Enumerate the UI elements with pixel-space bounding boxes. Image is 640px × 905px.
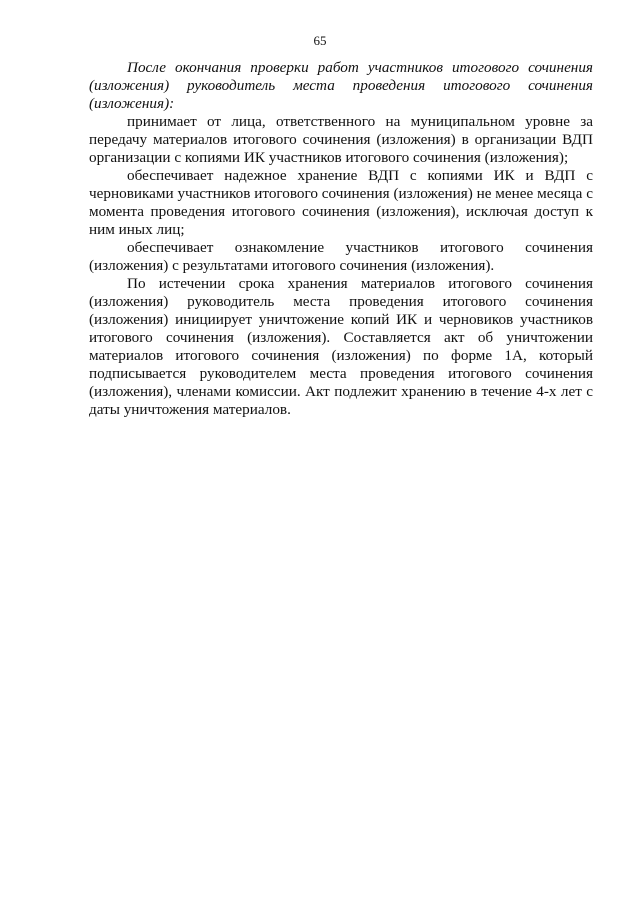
closing-paragraph: По истечении срока хранения материалов итогового сочинения (изложения) руководитель места проведения итогового сочинения (изложения) инициирует уничтожение копий ИК и черновиков участников итогового сочинения (изложения). Составляется акт об уничтожении материалов итогового сочинения (изложения) по форме 1А, который подписывается руководителем места проведения итогового сочинения (изложения), членами комиссии. Акт подлежит хранению в течение 4-х лет с даты уничтожения материалов. (89, 275, 593, 418)
document-body (89, 59, 593, 419)
list-item-storage: обеспечивает надежное хранение ВДП с копиями ИК и ВДП с черновиками участников итогового сочинения (изложения) не менее месяца с момента проведения итогового сочинения (изложения), исключая доступ к ним иных лиц; (89, 167, 593, 238)
intro-paragraph: После окончания проверки работ участников итогового сочинения (изложения) руководитель места проведения итогового сочинения (изложения): (89, 59, 593, 112)
list-item-receive-materials: принимает от лица, ответственного на муниципальном уровне за передачу материалов итогового сочинения (изложения) в организации ВДП организации с копиями ИК участников итогового сочинения (изложения); (89, 113, 593, 166)
list-item-familiarization: обеспечивает ознакомление участников итогового сочинения (изложения) с результатами итогового сочинения (изложения). (89, 239, 593, 274)
page-number: 65 (313, 33, 327, 48)
